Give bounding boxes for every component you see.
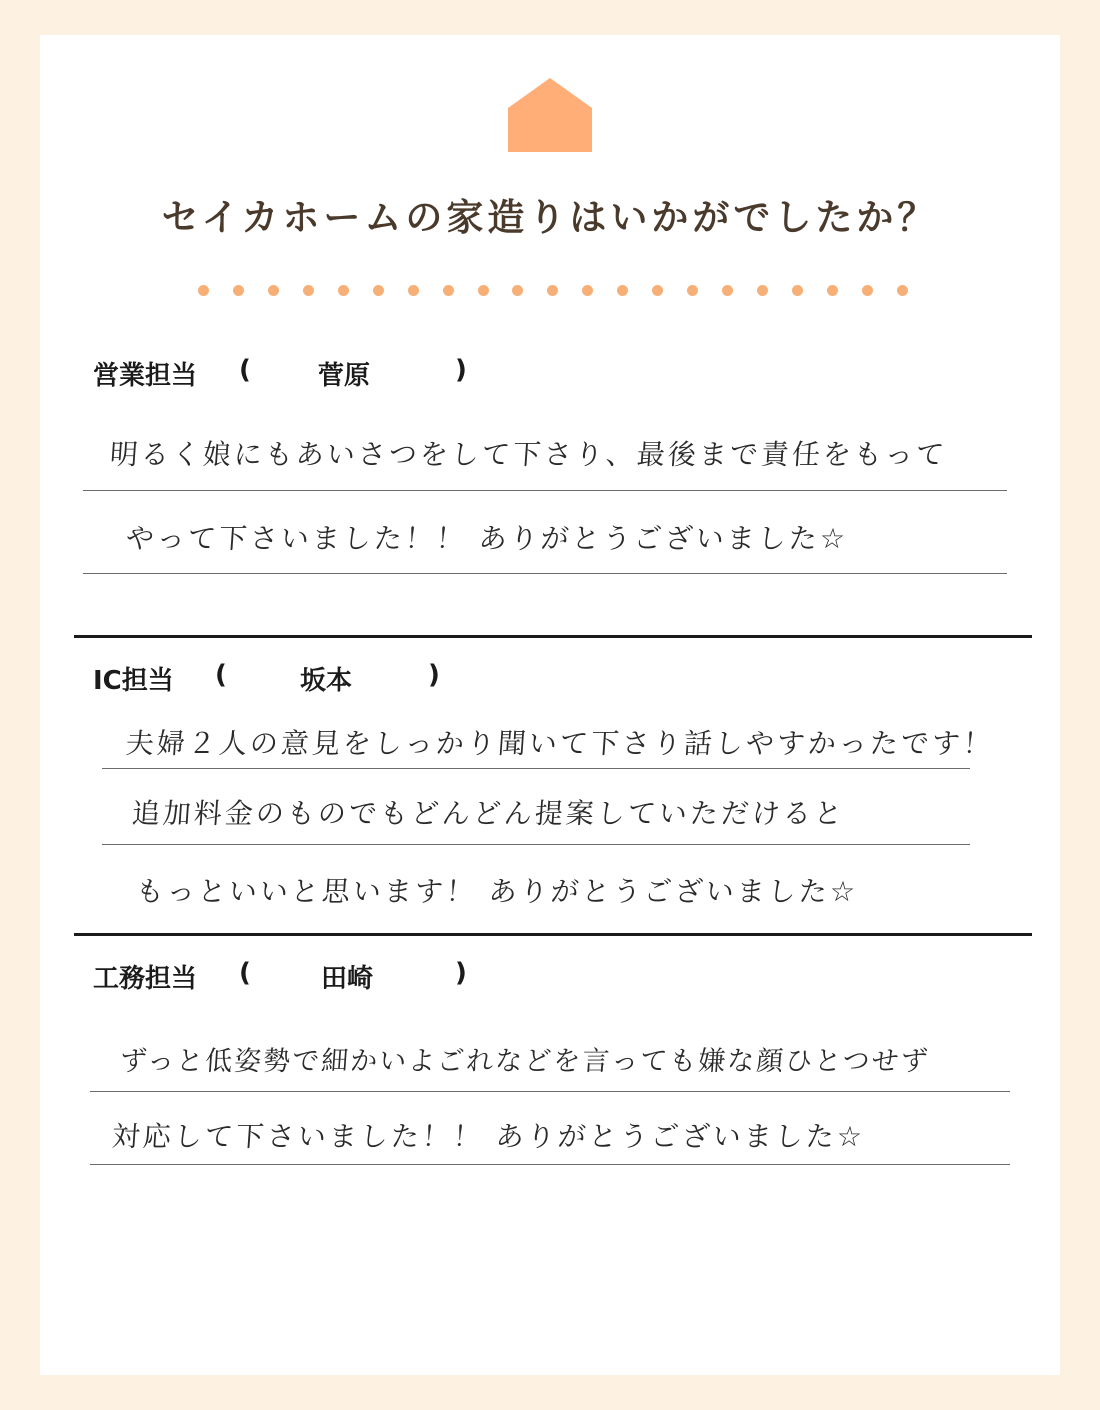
- close-paren: ): [455, 958, 467, 988]
- role-label: 営業担当: [93, 361, 198, 391]
- sales-staff-label: [93, 355, 473, 392]
- staff-name: 菅原: [318, 361, 371, 391]
- open-paren: (: [239, 355, 251, 385]
- close-paren: ): [428, 660, 440, 690]
- comment-line: やって下さいました！！ ありがとうございました☆: [124, 522, 850, 555]
- comment-line: 明るく娘にもあいさつをして下さり、最後まで責任をもって: [108, 438, 949, 471]
- ic-staff-label: [93, 660, 453, 697]
- underline: [83, 490, 1007, 491]
- underline: [90, 1091, 1010, 1092]
- underline: [90, 1164, 1010, 1165]
- dotted-divider: [198, 285, 908, 297]
- section-divider: [74, 933, 1032, 936]
- page-title: セイカホームの家造りはいかがでしたか？: [161, 196, 939, 239]
- staff-name: 田崎: [321, 964, 374, 994]
- comment-line: 夫婦２人の意見をしっかり聞いて下さり話しやすかったです！: [124, 727, 996, 760]
- open-paren: (: [239, 958, 251, 988]
- open-paren: (: [215, 660, 227, 690]
- construction-staff-label: [93, 958, 473, 995]
- survey-card: [40, 35, 1060, 1375]
- section-divider: [74, 635, 1032, 638]
- comment-line: 対応して下さいました！！ ありがとうございました☆: [110, 1120, 867, 1153]
- comment-line: ずっと低姿勢で細かいよごれなどを言っても嫌な顔ひとつせず: [118, 1046, 931, 1077]
- staff-name: 坂本: [300, 666, 353, 696]
- underline: [102, 844, 970, 845]
- underline: [83, 573, 1007, 574]
- comment-line: もっといいと思います！ ありがとうございました☆: [134, 875, 860, 908]
- house-icon: [508, 78, 592, 152]
- comment-line: 追加料金のものでもどんどん提案していただけると: [130, 797, 847, 830]
- close-paren: ): [455, 355, 467, 385]
- role-label: IC担当: [93, 666, 174, 696]
- underline: [102, 768, 970, 769]
- role-label: 工務担当: [93, 964, 198, 994]
